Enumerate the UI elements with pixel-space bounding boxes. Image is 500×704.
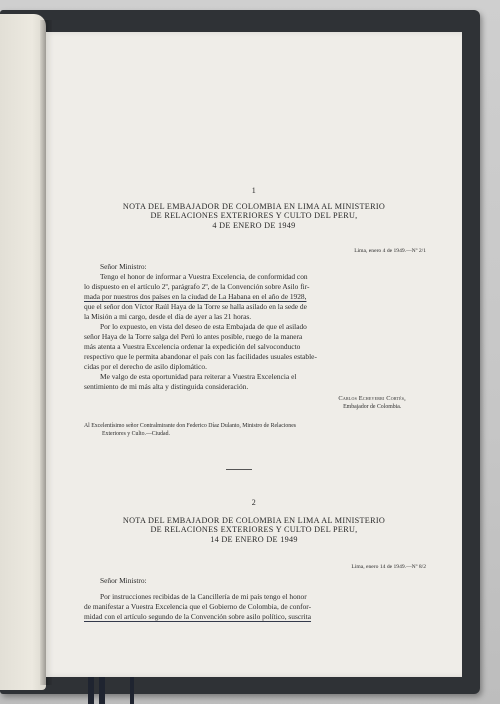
body-line [84, 282, 406, 292]
note-heading [66, 516, 442, 544]
section-divider [226, 469, 252, 470]
addressee-line: Al Excelentísimo señor Contralmirante don Federico Díaz Dulanto, Ministro de Relaciones [84, 423, 297, 429]
body-line-text: lo dispuesto en el artículo 2º, parágrafo 2º, de la Convención sobre Asilo fir- [84, 282, 310, 291]
salutation: Señor Ministro: [100, 262, 147, 271]
body-line: Tengo el honor de informar a Vuestra Excelencia, de conformidad con [100, 272, 308, 281]
note-number: 2 [251, 498, 257, 507]
body-line: de manifestar a Vuestra Excelencia que el Gobierno de Colombia, de confor- [84, 602, 312, 611]
addressee-line: Exteriores y Culto.—Ciudad. [102, 431, 170, 438]
body-line: Por lo expuesto, en vista del deseo de esta Embajada de que el asilado [100, 322, 307, 331]
addressee [84, 422, 414, 438]
signature-name: Carlos Echeverri Cortés, [338, 395, 406, 402]
signature-block [338, 394, 406, 412]
body-line: que el señor don Víctor Raúl Haya de la Torre se halla asilado en la sede de [84, 302, 307, 311]
signature-title: Embajador de Colombia. [343, 404, 402, 410]
note-body [84, 576, 406, 622]
reference-line: Lima, enero 4 de 1949.—Nº 2/1 [354, 248, 426, 254]
document-page [46, 32, 462, 677]
bookmark-ribbon [88, 676, 94, 704]
body-line: más atenta a Vuestra Excelencia ordenar la expedición del salvoconducto [84, 342, 301, 351]
body-line [84, 292, 406, 302]
body-line: cidas por el derecho de asilo diplomático. [84, 362, 207, 371]
note-body [84, 262, 406, 392]
heading-line: DE RELACIONES EXTERIORES Y CULTO DEL PERU, [150, 211, 358, 221]
heading-line: NOTA DEL EMBAJADOR DE COLOMBIA EN LIMA AL MINISTERIO [122, 516, 386, 525]
body-line: respectivo que le permita abandonar el país con las facilidades usuales estable- [84, 352, 317, 361]
underlined-text: mada por nuestros dos países en la ciudad de La Habana en el año de 1928, [84, 292, 307, 301]
body-line: la Misión a mi cargo, desde el día de ayer a las 21 horas. [84, 312, 252, 321]
bookmark-ribbon [99, 676, 105, 704]
heading-line: DE RELACIONES EXTERIORES Y CULTO DEL PERU, [150, 525, 358, 535]
reference-line: Lima, enero 14 de 1949.—Nº 8/2 [351, 564, 426, 570]
body-line [84, 612, 406, 622]
note-heading [66, 202, 442, 230]
body-line: señor Haya de la Torre salga del Perú lo antes posible, ruego de la manera [84, 332, 303, 341]
body-line: sentimiento de mi más alta y distinguida consideración. [84, 382, 249, 391]
heading-line: 4 DE ENERO DE 1949 [212, 220, 296, 230]
note-number: 1 [251, 186, 257, 195]
heading-line: NOTA DEL EMBAJADOR DE COLOMBIA EN LIMA AL MINISTERIO [122, 202, 386, 211]
body-line: Me valgo de esta oportunidad para reiterar a Vuestra Excelencia el [100, 372, 297, 381]
underlined-text: midad con el artículo segundo de la Convención sobre asilo político, suscrita [84, 612, 312, 621]
bookmark-ribbon [130, 676, 134, 704]
salutation: Señor Ministro: [100, 576, 147, 585]
heading-line: 14 DE ENERO DE 1949 [210, 534, 298, 544]
body-line: Por instrucciones recibidas de la Cancillería de mi país tengo el honor [100, 592, 307, 601]
